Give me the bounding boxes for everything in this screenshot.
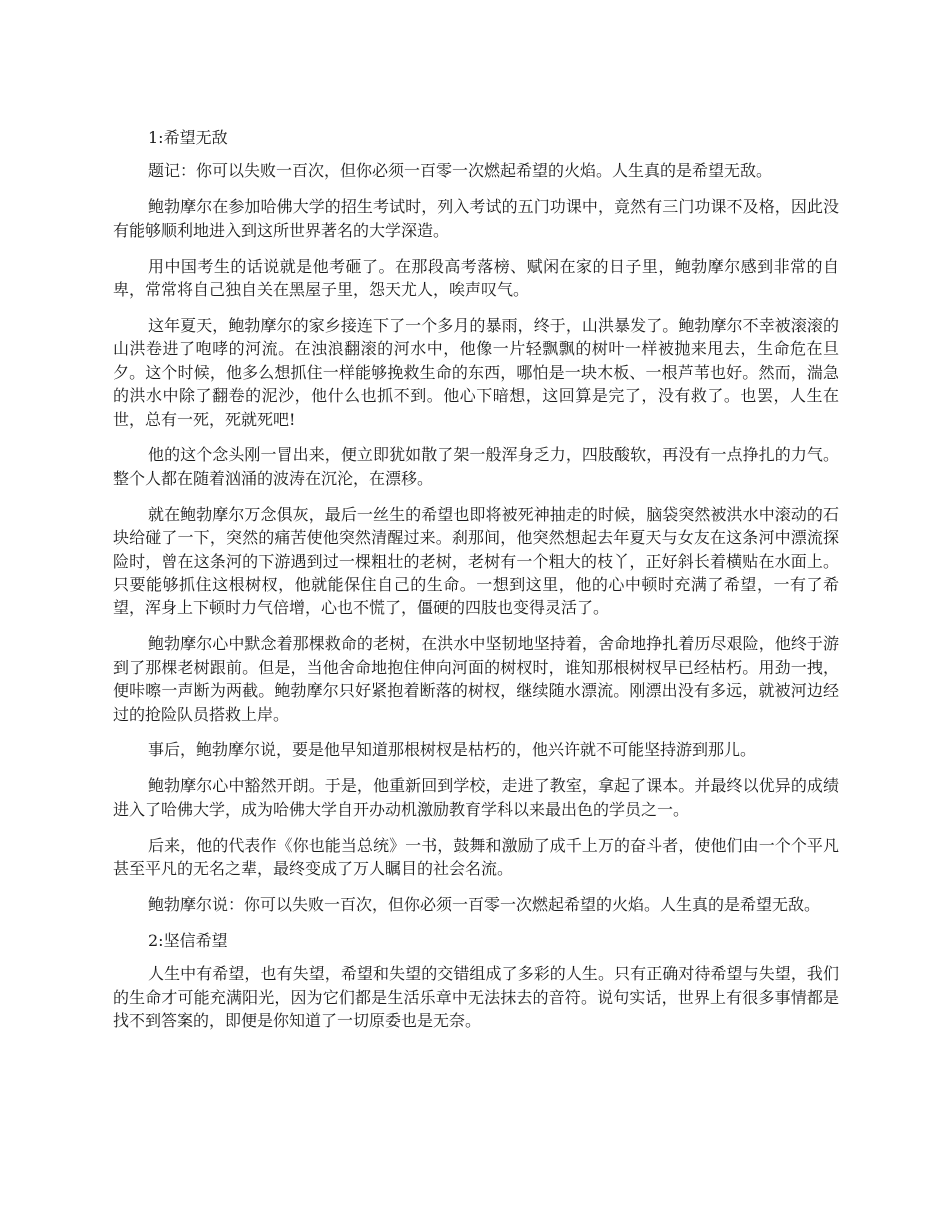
paragraph: 鲍勃摩尔说：你可以失败一百次，但你必须一百零一次燃起希望的火焰。人生真的是希望无敌。 [148, 894, 821, 914]
paragraph: 后来，他的代表作《你也能当总统》一书，鼓舞和激励了成千上万的奋斗者，使他们由一个个平凡甚至平凡的无名之辈，最终变成了万人瞩目的社会名流。 [113, 835, 839, 879]
paragraph: 这年夏天，鲍勃摩尔的家乡接连下了一个多月的暴雨，终于，山洪暴发了。鲍勃摩尔不幸被滚滚的山洪卷进了咆哮的河流。在浊浪翻滚的河水中，他像一片轻飘飘的树叶一样被抛来甩去，生命危在旦夕。这个时候，他多么想抓住一样能够挽救生命的东西，哪怕是一块木板、一根芦苇也好。然而，湍急的洪水中除了翻卷的泥沙，他什么也抓不到。他心下暗想，这回算是完了，没有救了。也罢，人生在世，总有一死，死就死吧! [113, 315, 839, 429]
paragraph: 题记：你可以失败一百次，但你必须一百零一次燃起希望的火焰。人生真的是希望无敌。 [148, 161, 773, 181]
paragraph: 他的这个念头刚一冒出来，便立即犹如散了架一般浑身乏力，四肢酸软，再没有一点挣扎的力气。整个人都在随着汹涌的波涛在沉沦，在漂移。 [113, 445, 839, 488]
paragraph: 用中国考生的话说就是他考砸了。在那段高考落榜、赋闲在家的日子里，鲍勃摩尔感到非常的自卑，常常将自己独自关在黑屋子里，怨天尤人，唉声叹气。 [113, 256, 839, 300]
paragraph: 就在鲍勃摩尔万念俱灰，最后一丝生的希望也即将被死神抽走的时候，脑袋突然被洪水中滚动的石块给碰了一下，突然的痛苦使他突然清醒过来。刹那间，他突然想起去年夏天与女友在这条河中漂流探险时，曾在这条河的下游遇到过一棵粗壮的老树，老树有一个粗大的枝丫，正好斜长着横贴在水面上。只要能够抓住这根树杈，他就能保住自己的生命。一想到这里，他的心中顿时充满了希望，一有了希望，浑身上下顿时力气倍增，心也不慌了，僵硬的四肢也变得灵活了。 [113, 504, 839, 618]
paragraph: 事后，鲍勃摩尔说，要是他早知道那根树杈是枯朽的，他兴许就不可能坚持游到那儿。 [148, 740, 757, 760]
paragraph: 鲍勃摩尔心中默念着那棵救命的老树，在洪水中坚韧地坚持着，舍命地挣扎着历尽艰险，他终于游到了那棵老树跟前。但是，当他舍命地抱住伸向河面的树杈时，谁知那根树杈早已经枯朽。用劲一拽，便咔嚓一声断为两截。鲍勃摩尔只好紧抱着断落的树杈，继续随水漂流。刚漂出没有多远，就被河边经过的抢险队员搭救上岸。 [113, 634, 839, 724]
section-1-heading: 1:希望无敌 [148, 128, 228, 147]
section-2-heading: 2:坚信希望 [148, 930, 228, 950]
paragraph: 鲍勃摩尔心中豁然开朗。于是，他重新回到学校，走进了教室，拿起了课本。并最终以优异的成绩进入了哈佛大学，成为哈佛大学自开办动机激励教育学科以来最出色的学员之一。 [113, 776, 839, 819]
paragraph: 鲍勃摩尔在参加哈佛大学的招生考试时，列入考试的五门功课中，竟然有三门功课不及格，因此没有能够顺利地进入到这所世界著名的大学深造。 [113, 197, 839, 240]
paragraph: 人生中有希望，也有失望，希望和失望的交错组成了多彩的人生。只有正确对待希望与失望，我们的生命才可能充满阳光，因为它们都是生活乐章中无法抹去的音符。说句实话，世界上有很多事情都是找不到答案的，即便是你知道了一切原委也是无奈。 [113, 964, 839, 1031]
document-body [113, 116, 839, 1045]
